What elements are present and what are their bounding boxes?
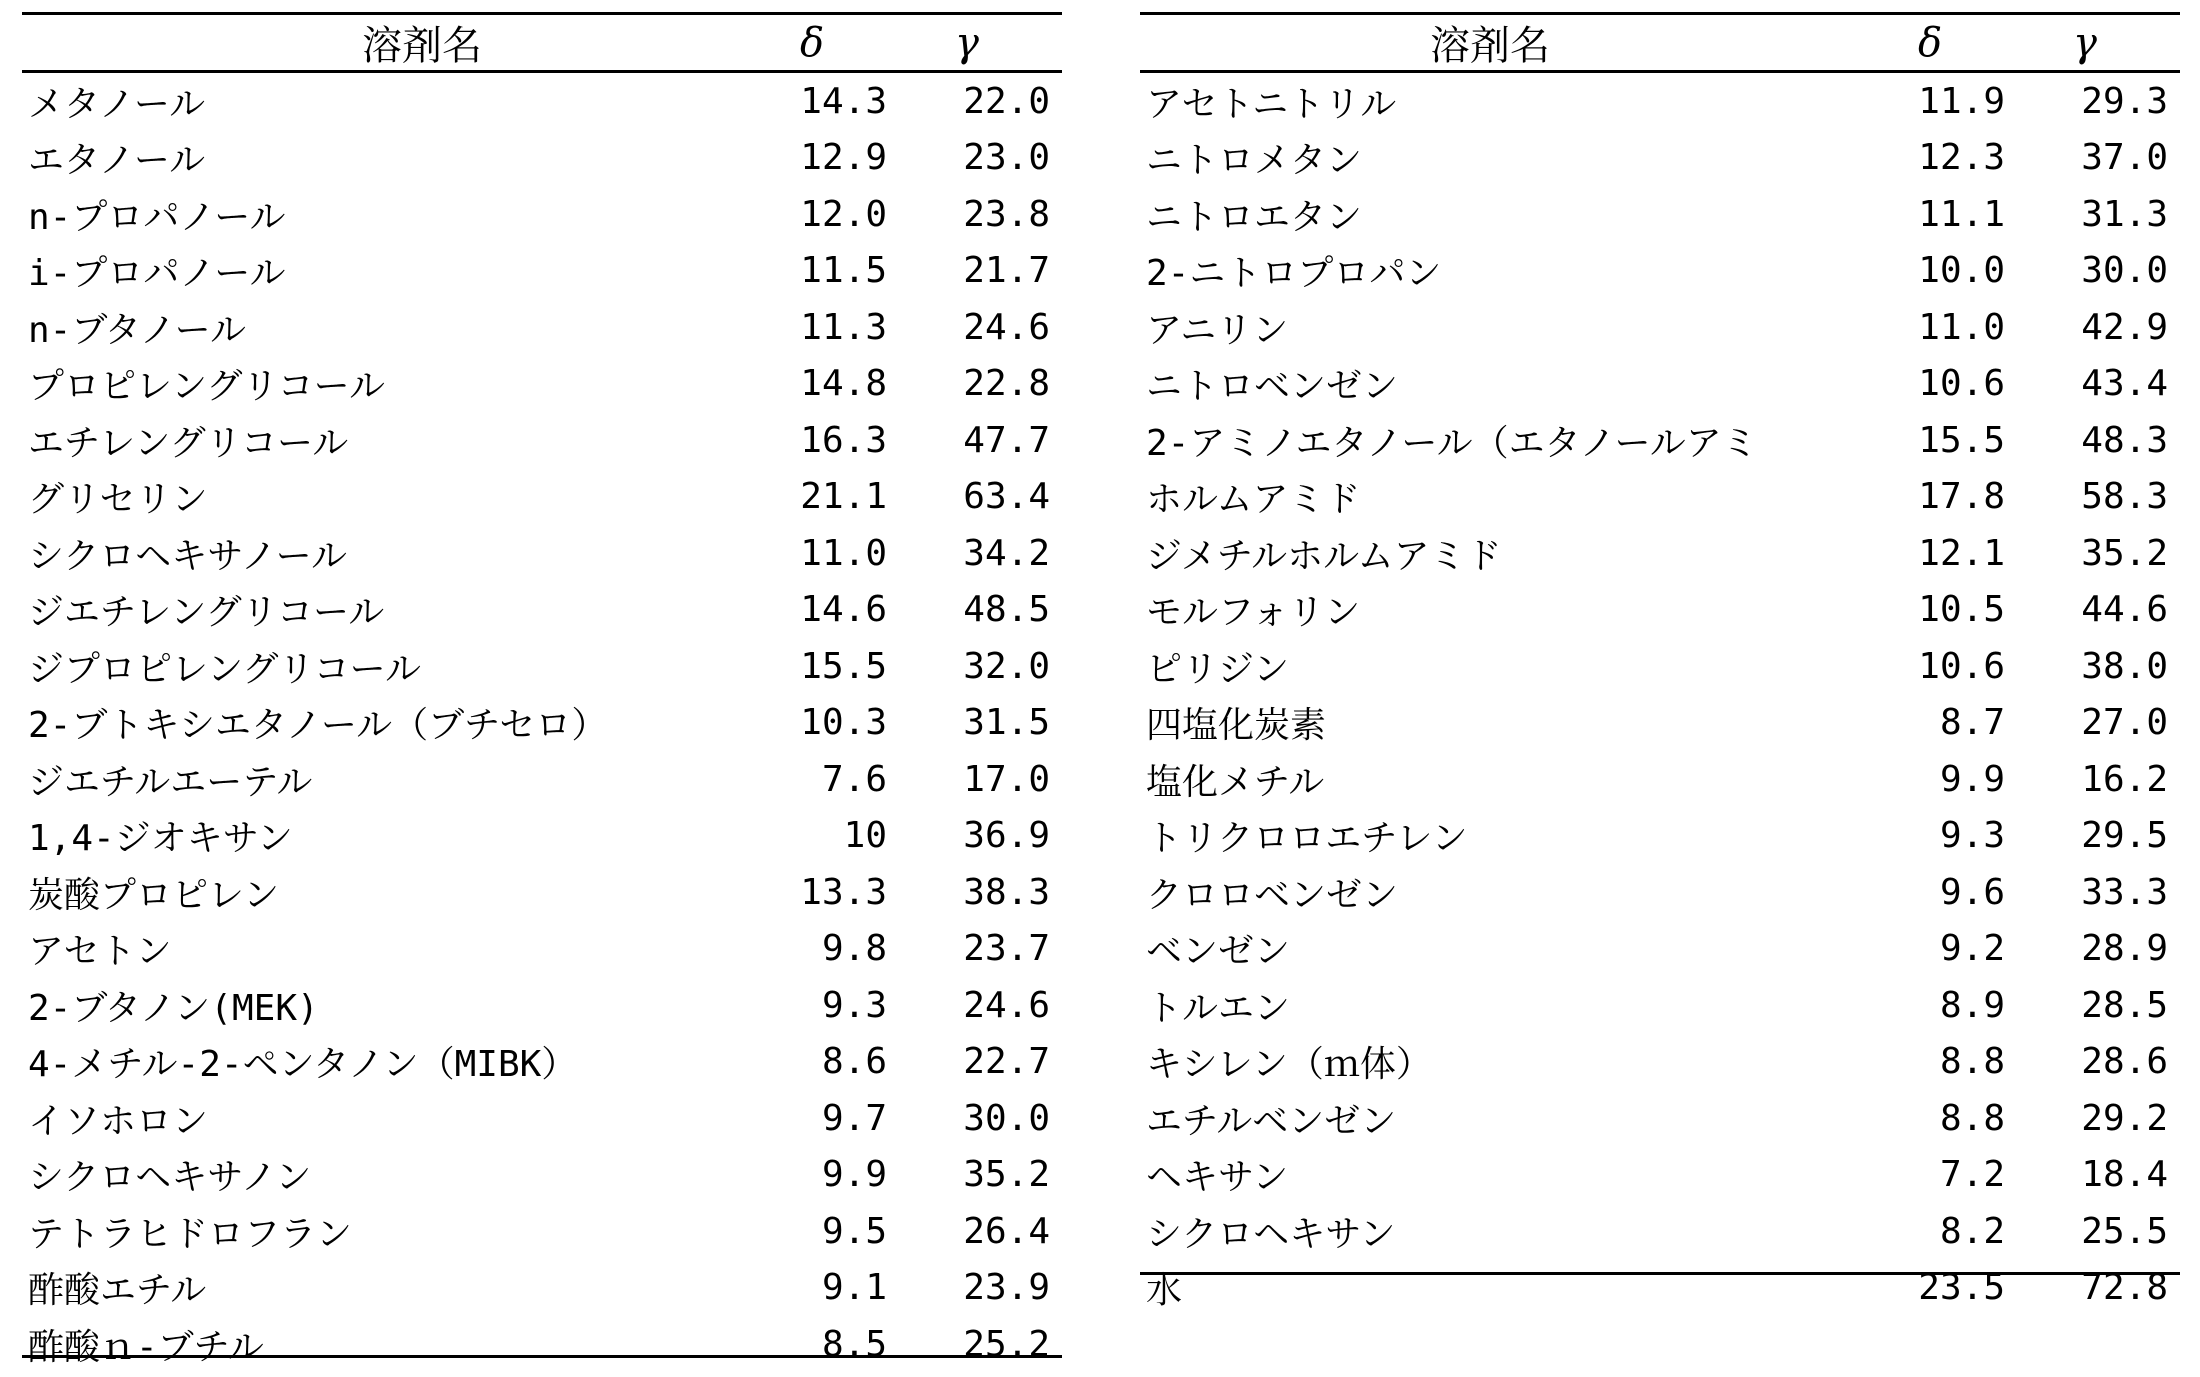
header-delta: δ: [1917, 19, 1943, 66]
gamma-value-cell: 23.8: [963, 193, 1050, 235]
table-row: [1140, 751, 2180, 808]
table-row: [22, 1316, 1062, 1373]
solvent-name-cell: 4-メチル-2-ペンタノン（MIBK）: [28, 1044, 578, 1086]
solvent-name-cell: イソホロン: [28, 1100, 209, 1142]
gamma-value-cell: 24.6: [963, 306, 1050, 348]
table-row: [22, 977, 1062, 1034]
solvent-name-cell: ジエチレングリコール: [28, 592, 385, 634]
solvent-name-cell: ジメチルホルムアミド: [1146, 535, 1502, 577]
delta-value-cell: 8.2: [1939, 1210, 2005, 1252]
header-delta: δ: [799, 19, 825, 66]
delta-value-cell: 11.1: [1918, 193, 2005, 235]
solvent-name-cell: 2-ブタノン(MEK): [28, 987, 319, 1029]
table-row: [22, 186, 1062, 243]
delta-value-cell: 9.9: [1939, 758, 2005, 800]
solvent-name-cell: テトラヒドロフラン: [28, 1213, 353, 1255]
solvent-name-cell: i-プロパノール: [28, 253, 286, 295]
table-body: [22, 73, 1062, 1373]
solvent-name-cell: ニトロエタン: [1146, 196, 1363, 238]
gamma-value-cell: 23.0: [963, 137, 1050, 179]
table-row: [1140, 1260, 2180, 1317]
delta-value-cell: 15.5: [800, 645, 887, 687]
table-row: [1140, 638, 2180, 695]
gamma-value-cell: 47.7: [963, 419, 1050, 461]
table-body: [1140, 73, 2180, 1316]
delta-value-cell: 8.8: [1939, 1041, 2005, 1083]
solvent-name-cell: アセトン: [28, 931, 172, 973]
table-row: [22, 412, 1062, 469]
solvent-name-cell: n-プロパノール: [28, 196, 286, 238]
gamma-value-cell: 36.9: [963, 815, 1050, 857]
gamma-value-cell: 26.4: [963, 1210, 1050, 1252]
delta-value-cell: 14.8: [800, 363, 887, 405]
delta-value-cell: 13.3: [800, 871, 887, 913]
table-row: [1140, 469, 2180, 526]
solvent-name-cell: エチレングリコール: [28, 422, 349, 464]
delta-value-cell: 16.3: [800, 419, 887, 461]
gamma-value-cell: 21.7: [963, 250, 1050, 292]
solvent-name-cell: エチルベンゼン: [1146, 1100, 1397, 1142]
solvent-name-cell: 水: [1146, 1270, 1183, 1312]
solvent-name-cell: 四塩化炭素: [1146, 705, 1327, 747]
table-header: [1140, 15, 2180, 73]
table-row: [1140, 582, 2180, 639]
table-header: [22, 15, 1062, 73]
delta-value-cell: 17.8: [1918, 476, 2005, 518]
table-row: [1140, 525, 2180, 582]
table-row: [22, 1147, 1062, 1204]
delta-value-cell: 9.3: [1939, 815, 2005, 857]
gamma-value-cell: 27.0: [2081, 702, 2168, 744]
gamma-value-cell: 42.9: [2081, 306, 2168, 348]
table-row: [22, 469, 1062, 526]
gamma-value-cell: 22.8: [963, 363, 1050, 405]
gamma-value-cell: 37.0: [2081, 137, 2168, 179]
delta-value-cell: 10: [843, 815, 887, 857]
delta-value-cell: 9.8: [821, 928, 887, 970]
gamma-value-cell: 24.6: [963, 984, 1050, 1026]
gamma-value-cell: 17.0: [963, 758, 1050, 800]
table-row: [22, 582, 1062, 639]
gamma-value-cell: 43.4: [2081, 363, 2168, 405]
solvent-name-cell: 2-ブトキシエタノール（ブチセロ）: [28, 705, 608, 747]
gamma-value-cell: 32.0: [963, 645, 1050, 687]
table-row: [1140, 695, 2180, 752]
delta-value-cell: 12.1: [1918, 532, 2005, 574]
header-solvent-name: 溶剤名: [1430, 23, 1550, 69]
table-row: [1140, 864, 2180, 921]
solvent-name-cell: プロピレングリコール: [28, 366, 385, 408]
gamma-value-cell: 58.3: [2081, 476, 2168, 518]
table-row: [1140, 1147, 2180, 1204]
gamma-value-cell: 25.2: [963, 1323, 1050, 1365]
table-row: [22, 356, 1062, 413]
solvent-name-cell: シクロヘキサノール: [28, 535, 347, 577]
solvent-name-cell: n-ブタノール: [28, 309, 246, 351]
table-row: [22, 1090, 1062, 1147]
gamma-value-cell: 34.2: [963, 532, 1050, 574]
gamma-value-cell: 18.4: [2081, 1154, 2168, 1196]
table-row: [22, 130, 1062, 187]
gamma-value-cell: 30.0: [2081, 250, 2168, 292]
table-row: [1140, 243, 2180, 300]
solvent-name-cell: 酢酸エチル: [28, 1270, 207, 1312]
gamma-value-cell: 38.3: [963, 871, 1050, 913]
table-row: [22, 695, 1062, 752]
solvent-name-cell: モルフォリン: [1146, 592, 1361, 634]
gamma-value-cell: 29.3: [2081, 80, 2168, 122]
table-row: [22, 299, 1062, 356]
delta-value-cell: 23.5: [1918, 1267, 2005, 1309]
gamma-value-cell: 44.6: [2081, 589, 2168, 631]
table-row: [22, 1034, 1062, 1091]
gamma-value-cell: 29.5: [2081, 815, 2168, 857]
gamma-value-cell: 25.5: [2081, 1210, 2168, 1252]
delta-value-cell: 10.0: [1918, 250, 2005, 292]
delta-value-cell: 9.1: [821, 1267, 887, 1309]
gamma-value-cell: 31.5: [963, 702, 1050, 744]
solvent-name-cell: エタノール: [28, 140, 206, 182]
gamma-value-cell: 28.6: [2081, 1041, 2168, 1083]
table-row: [1140, 356, 2180, 413]
table-row: [1140, 977, 2180, 1034]
table-row: [22, 864, 1062, 921]
gamma-value-cell: 48.5: [963, 589, 1050, 631]
gamma-value-cell: 22.7: [963, 1041, 1050, 1083]
gamma-value-cell: 23.9: [963, 1267, 1050, 1309]
table-row: [1140, 808, 2180, 865]
table-row: [22, 751, 1062, 808]
delta-value-cell: 10.5: [1918, 589, 2005, 631]
table-row: [1140, 299, 2180, 356]
table-row: [1140, 921, 2180, 978]
delta-value-cell: 12.9: [800, 137, 887, 179]
table-row: [1140, 1203, 2180, 1260]
delta-value-cell: 21.1: [800, 476, 887, 518]
delta-value-cell: 9.2: [1939, 928, 2005, 970]
solvent-name-cell: アセトニトリル: [1146, 83, 1397, 125]
solvent-name-cell: ジエチルエーテル: [28, 761, 313, 803]
table-row: [22, 1260, 1062, 1317]
delta-value-cell: 14.3: [800, 80, 887, 122]
delta-value-cell: 7.6: [821, 758, 887, 800]
table-row: [22, 243, 1062, 300]
solvent-name-cell: シクロヘキサン: [1146, 1213, 1396, 1255]
delta-value-cell: 11.0: [800, 532, 887, 574]
gamma-value-cell: 63.4: [963, 476, 1050, 518]
gamma-value-cell: 31.3: [2081, 193, 2168, 235]
delta-value-cell: 9.7: [821, 1097, 887, 1139]
solvent-name-cell: ベンゼン: [1146, 931, 1291, 973]
solvent-name-cell: 2-ニトロプロパン: [1146, 253, 1442, 295]
solvent-name-cell: 炭酸プロピレン: [28, 874, 280, 916]
gamma-value-cell: 29.2: [2081, 1097, 2168, 1139]
gamma-value-cell: 28.9: [2081, 928, 2168, 970]
solvent-name-cell: 1,4-ジオキサン: [28, 818, 293, 860]
table-row: [22, 73, 1062, 130]
gamma-value-cell: 72.8: [2081, 1267, 2168, 1309]
solvent-name-cell: トリクロロエチレン: [1146, 818, 1468, 860]
table-row: [22, 921, 1062, 978]
table-row: [1140, 412, 2180, 469]
gamma-value-cell: 30.0: [963, 1097, 1050, 1139]
delta-value-cell: 8.5: [821, 1323, 887, 1365]
solvent-name-cell: ホルムアミド: [1146, 479, 1361, 521]
solvent-name-cell: 2-アミノエタノール（エタノールアミ: [1146, 422, 1758, 464]
gamma-value-cell: 28.5: [2081, 984, 2168, 1026]
gamma-value-cell: 16.2: [2081, 758, 2168, 800]
header-gamma: γ: [2073, 19, 2097, 66]
delta-value-cell: 11.9: [1918, 80, 2005, 122]
header-solvent-name: 溶剤名: [362, 23, 482, 69]
delta-value-cell: 15.5: [1918, 419, 2005, 461]
solvent-name-cell: 酢酸ｎ-ブチル: [28, 1326, 264, 1368]
delta-value-cell: 9.5: [821, 1210, 887, 1252]
table-row: [22, 638, 1062, 695]
delta-value-cell: 9.3: [821, 984, 887, 1026]
delta-value-cell: 11.0: [1918, 306, 2005, 348]
gamma-value-cell: 23.7: [963, 928, 1050, 970]
table-row: [1140, 130, 2180, 187]
solvent-name-cell: ジプロピレングリコール: [28, 648, 421, 690]
solvent-name-cell: キシレン（ｍ体）: [1146, 1044, 1432, 1086]
delta-value-cell: 11.3: [800, 306, 887, 348]
table-row: [22, 525, 1062, 582]
solvent-name-cell: シクロヘキサノン: [28, 1157, 312, 1199]
solvent-name-cell: メタノール: [28, 83, 206, 125]
table-row: [1140, 186, 2180, 243]
solvent-table-left: [22, 12, 1062, 1368]
delta-value-cell: 8.7: [1939, 702, 2005, 744]
gamma-value-cell: 48.3: [2081, 419, 2168, 461]
solvent-name-cell: トルエン: [1146, 987, 1291, 1029]
delta-value-cell: 9.6: [1939, 871, 2005, 913]
delta-value-cell: 8.6: [821, 1041, 887, 1083]
delta-value-cell: 11.5: [800, 250, 887, 292]
solvent-name-cell: ヘキサン: [1146, 1157, 1289, 1199]
delta-value-cell: 10.3: [800, 702, 887, 744]
table-row: [1140, 73, 2180, 130]
delta-value-cell: 12.0: [800, 193, 887, 235]
solvent-name-cell: アニリン: [1146, 309, 1289, 351]
delta-value-cell: 7.2: [1939, 1154, 2005, 1196]
table-row: [22, 808, 1062, 865]
solvent-name-cell: 塩化メチル: [1146, 761, 1325, 803]
delta-value-cell: 14.6: [800, 589, 887, 631]
delta-value-cell: 10.6: [1918, 363, 2005, 405]
gamma-value-cell: 33.3: [2081, 871, 2168, 913]
delta-value-cell: 10.6: [1918, 645, 2005, 687]
delta-value-cell: 8.8: [1939, 1097, 2005, 1139]
table-row: [22, 1203, 1062, 1260]
gamma-value-cell: 22.0: [963, 80, 1050, 122]
header-gamma: γ: [955, 19, 979, 66]
solvent-name-cell: ニトロメタン: [1146, 140, 1363, 182]
table-row: [1140, 1034, 2180, 1091]
solvent-name-cell: ピリジン: [1146, 648, 1290, 690]
solvent-table-right: [1140, 12, 2180, 1312]
delta-value-cell: 8.9: [1939, 984, 2005, 1026]
solvent-name-cell: ニトロベンゼン: [1146, 366, 1399, 408]
delta-value-cell: 12.3: [1918, 137, 2005, 179]
gamma-value-cell: 35.2: [963, 1154, 1050, 1196]
table-row: [1140, 1090, 2180, 1147]
gamma-value-cell: 35.2: [2081, 532, 2168, 574]
solvent-name-cell: グリセリン: [28, 479, 208, 521]
gamma-value-cell: 38.0: [2081, 645, 2168, 687]
solvent-name-cell: クロロベンゼン: [1146, 874, 1399, 916]
delta-value-cell: 9.9: [821, 1154, 887, 1196]
